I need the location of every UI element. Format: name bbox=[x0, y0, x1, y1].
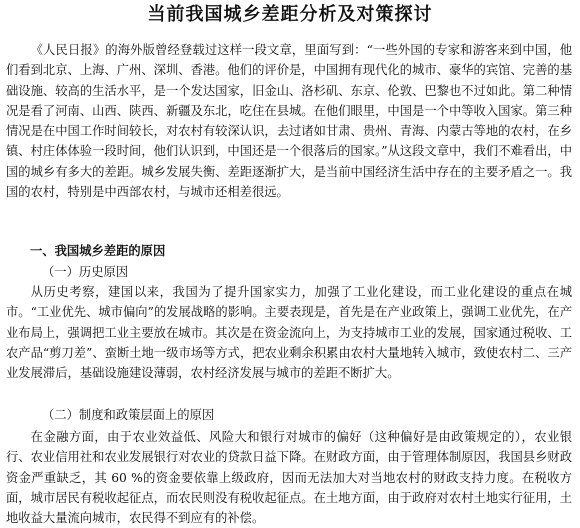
history-paragraph: 从历史考察，建国以来，我国为了提升国家实力，加强了工业化建设，而工业化建设的重点在城市。“工业优先、城市偏向”的发展战略的影响。主要表现是，首先是在产业政策上，强调工业优先，在产业布局上，强调把工业主要放在城市。其次是在资金流向上，为支持城市工业的发展，国家通过税收、工农产品“剪刀差”、蛮断土地一级市场等方式，把农业剩余积累由农村大量地转入城市，致使农村二、三产业发展滞后，基础设施建设薄弱，农村经济发展与城市的差距不断扩大。 bbox=[6, 285, 572, 381]
subsection-heading-policy: （二）制度和政策层面上的原因 bbox=[42, 408, 215, 422]
intro-paragraph: 《人民日报》的海外版曾经登载过这样一段文章，里面写到：“一些外国的专家和游客来到中国，他们看到北京、上海、广州、深圳、香港。他们的评价是，中国拥有现代化的城市、豪华的宾馆、完善的基础设施、较高的生活水平，是一个发达国家，旧金山、洛杉矶、东京、伦敦、巴黎也不过如此。第二种情况是看了河南、山西、陕西、新疆及东北，吃住在县城。在他们眼里，中国是一个中等收入国家。第三种情况是在中国工作时间较长，对农村有较深认识，去过诸如甘肃、贵州、青海、内蒙古等地的农村，在乡镇、村庄体体验一段时间，他们认识到，中国还是一个很落后的国家。”从这段文章中，我们不难看出，中国的城乡有多大的差距。城乡发展失衡、差距逐渐扩大，是当前中国经济生活中存在的主要矛盾之一。我国的农村，特别是中西部农村，与城市还相差很远。 bbox=[6, 43, 572, 200]
subsection-heading-history: （一）历史原因 bbox=[42, 265, 129, 279]
section-heading-causes: 一、我国城乡差距的原因 bbox=[30, 243, 166, 258]
policy-paragraph: 在金融方面，由于农业效益低、风险大和银行对城市的偏好（这种偏好是由政策规定的），农业银行、农业信用社和农业发展银行对农业的贷款日益下降。在财政方面，由于管理体制原因，我国县乡财政资金严重缺乏，其 60 %的资金要依靠上级政府，因而无法加大对当地农村的财政支持力度。在税收方面，城市居民有税收起征点，而农民则没有税收起征点。在土地方面，由于政府对农村土地实行征用，土地收益大量流向城市，农民得不到应有的补偿。 bbox=[6, 430, 572, 526]
document-title: 当前我国城乡差距分析及对策探讨 bbox=[147, 4, 433, 25]
